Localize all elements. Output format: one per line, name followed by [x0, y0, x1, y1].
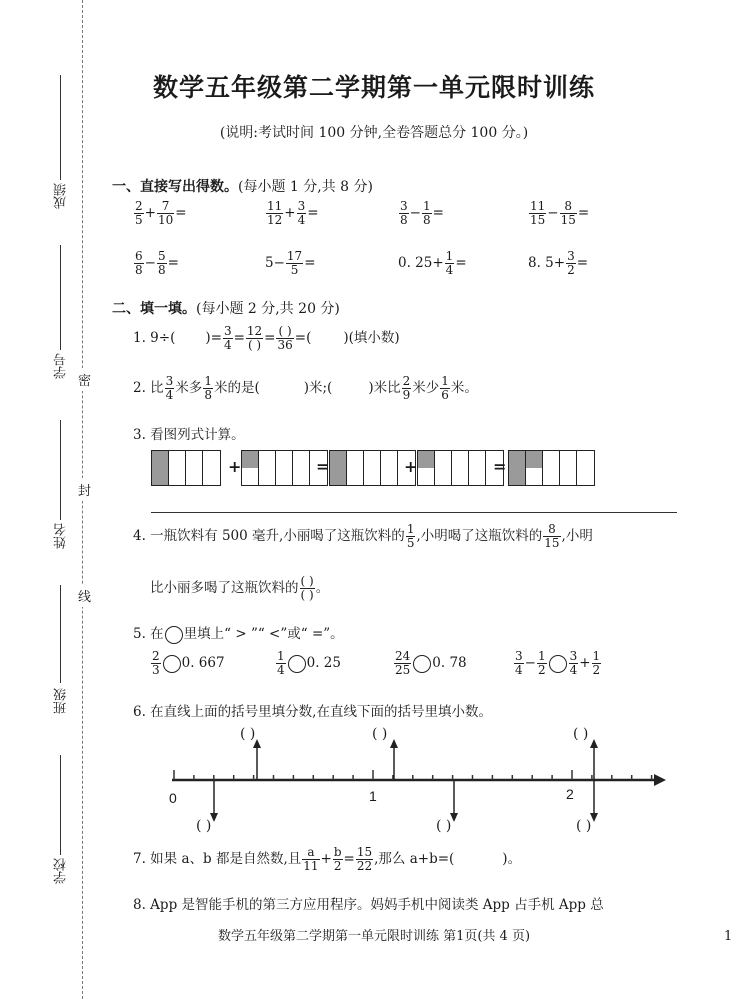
paren-above-3[interactable]: ( )	[573, 726, 589, 742]
compare-circle-icon[interactable]	[413, 655, 431, 673]
question-6: 6. 在直线上面的括号里填分数,在直线下面的括号里填小数。	[133, 704, 492, 720]
question-1: 1. 9÷( )= $\frac{3}{4}$ = $\frac{12}{( )}$ = $\frac{( )}{36}$ =( )(填小数)	[133, 324, 400, 352]
question-5: 5. 在 里填上“ > ”“ <”或“ =”。	[133, 626, 344, 642]
number-rule	[60, 245, 61, 350]
plus-sign-2: +	[404, 457, 418, 476]
compare-item-2: $\frac{1}{4}$ 0. 25	[277, 649, 341, 677]
equals-sign-2: =	[493, 457, 507, 476]
calc-item-6: 5− $\frac{17}{5}$ =	[265, 249, 316, 277]
score-label: 成绩	[54, 183, 69, 209]
number-line	[160, 722, 670, 842]
seal-mark-mi: 密	[78, 368, 91, 391]
fraction-bar-2	[241, 450, 328, 486]
question-4-line1: 4. 一瓶饮料有 500 毫升,小丽喝了这瓶饮料的 $\frac{1}{5}$ ,小明喝了这瓶饮料的 $\frac{8}{15}$ ,小明	[133, 522, 593, 550]
equals-sign-1: =	[316, 457, 330, 476]
tick-label-1: 1	[369, 788, 377, 804]
fraction-bar-1	[151, 450, 221, 486]
class-rule	[60, 585, 61, 683]
compare-item-4: $\frac{3}{4}$ − $\frac{1}{2}$ $\frac{3}{4}$ + $\frac{1}{2}$	[515, 649, 601, 677]
calc-item-3: $\frac{3}{8}$ − $\frac{1}{8}$ =	[400, 199, 444, 227]
calc-item-4: $\frac{11}{15}$ − $\frac{8}{15}$ =	[530, 199, 590, 227]
school-label: 学校	[54, 858, 69, 884]
number-label: 学号	[54, 353, 69, 379]
class-label: 班级	[54, 688, 69, 714]
fraction-bar-3	[329, 450, 416, 486]
question-2: 2. 比 $\frac{3}{4}$ 米多 $\frac{1}{8}$ 米的是( )米;( )米比 $\frac{2}{9}$ 米少 $\frac{1}{6}$ 米。	[133, 374, 478, 402]
compare-circle-icon[interactable]	[163, 655, 181, 673]
paren-above-2[interactable]: ( )	[372, 726, 388, 742]
question-7: 7. 如果 a、b 都是自然数,且 $\frac{a}{11}$ + $\frac{b}{2}$ = $\frac{15}{22}$ ,那么 a+b=( )。	[133, 845, 522, 873]
plus-sign-1: +	[228, 457, 242, 476]
compare-item-3: $\frac{24}{25}$ 0. 78	[395, 649, 467, 677]
page-number: 1	[724, 929, 733, 944]
tick-label-0: 0	[169, 790, 177, 806]
school-rule	[60, 755, 61, 855]
circle-blank-icon	[165, 626, 183, 644]
answer-line	[151, 512, 677, 513]
paren-below-2[interactable]: ( )	[436, 818, 452, 834]
paren-above-1[interactable]: ( )	[240, 726, 256, 742]
paren-below-3[interactable]: ( )	[576, 818, 592, 834]
compare-circle-icon[interactable]	[288, 655, 306, 673]
calc-item-2: $\frac{11}{12}$ + $\frac{3}{4}$ =	[267, 199, 319, 227]
seal-mark-feng: 封	[78, 478, 91, 501]
calc-item-8: 8. 5+ $\frac{3}{2}$ =	[528, 249, 589, 277]
calc-item-5: $\frac{6}{8}$ − $\frac{5}{8}$ =	[135, 249, 179, 277]
name-rule	[60, 420, 61, 520]
compare-circle-icon[interactable]	[549, 655, 567, 673]
page-footer: 数学五年级第二学期第一单元限时训练 第1页(共 4 页)	[217, 929, 531, 944]
calc-item-7: 0. 25+ $\frac{1}{4}$ =	[398, 249, 467, 277]
compare-item-1: $\frac{2}{3}$ 0. 667	[152, 649, 225, 677]
question-4-line2: 比小丽多喝了这瓶饮料的 $\frac{( )}{( )}$ 。	[150, 574, 330, 602]
name-label: 姓名	[54, 523, 69, 549]
tick-label-2: 2	[566, 786, 574, 802]
section1-heading: 一、直接写出得数。(每小题 1 分,共 8 分)	[112, 179, 373, 195]
paren-below-1[interactable]: ( )	[196, 818, 212, 834]
exam-note: (说明:考试时间 100 分钟,全卷答题总分 100 分。)	[219, 125, 529, 141]
fraction-bar-4	[417, 450, 507, 486]
calc-item-1: $\frac{2}{5}$ + $\frac{7}{10}$ =	[135, 199, 187, 227]
page-title: 数学五年级第二学期第一单元限时训练	[152, 73, 595, 102]
question-8: 8. App 是智能手机的第三方应用程序。妈妈手机中阅读类 App 占手机 App 总	[133, 897, 604, 913]
seal-mark-xian: 线	[78, 584, 91, 607]
section2-heading: 二、填一填。(每小题 2 分,共 20 分)	[112, 301, 340, 317]
question-3: 3. 看图列式计算。	[133, 427, 245, 443]
fraction-bar-5	[508, 450, 595, 486]
